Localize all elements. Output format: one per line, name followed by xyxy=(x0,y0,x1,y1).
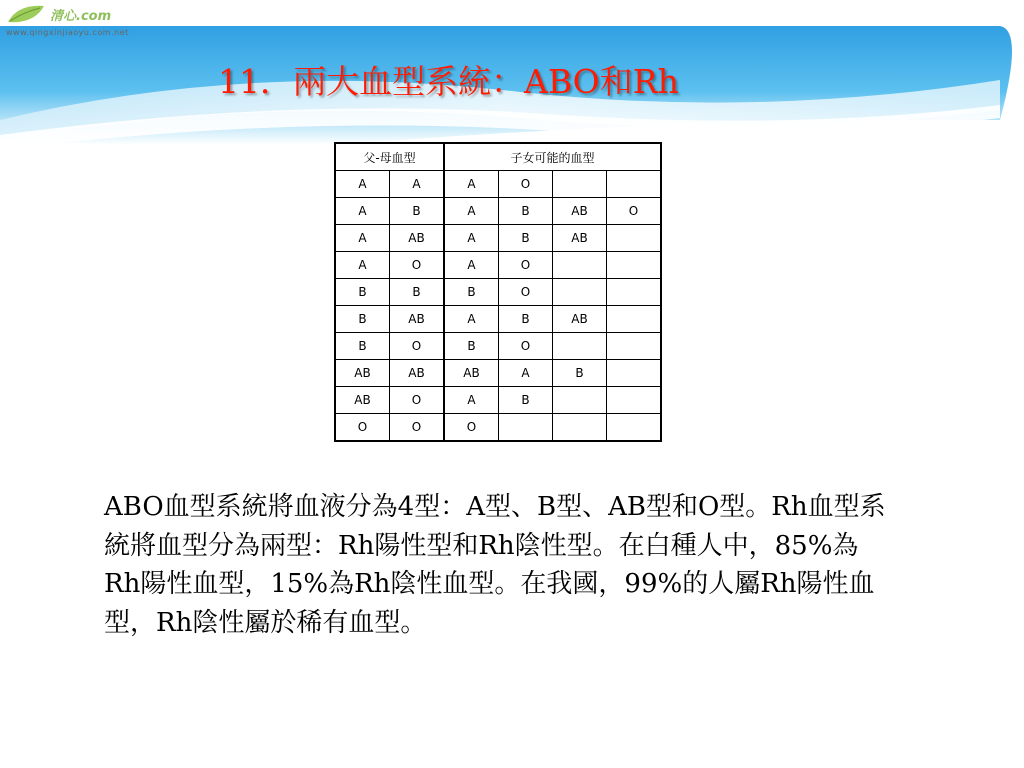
parent-cell: AB xyxy=(335,360,390,387)
table-header-row xyxy=(335,143,661,171)
child-cell: B xyxy=(499,387,553,414)
child-cell: AB xyxy=(444,360,499,387)
child-cell: A xyxy=(499,360,553,387)
child-cell: AB xyxy=(553,225,607,252)
child-cell: B xyxy=(499,225,553,252)
parent-cell: B xyxy=(390,198,445,225)
child-cell xyxy=(553,333,607,360)
header-parents: 父-母血型 xyxy=(335,143,444,171)
child-cell: A xyxy=(444,306,499,333)
child-cell: A xyxy=(444,171,499,198)
parent-cell: AB xyxy=(390,306,445,333)
table-row xyxy=(335,306,661,333)
child-cell: B xyxy=(499,306,553,333)
child-cell xyxy=(553,252,607,279)
child-cell: A xyxy=(444,225,499,252)
child-cell: B xyxy=(444,333,499,360)
child-cell: O xyxy=(499,279,553,306)
child-cell xyxy=(607,225,662,252)
parent-cell: AB xyxy=(390,225,445,252)
slide-title: 11．兩大血型系統：ABO和Rh xyxy=(218,62,679,101)
site-logo[interactable] xyxy=(4,2,154,40)
parent-cell: A xyxy=(335,198,390,225)
parent-cell: O xyxy=(390,252,445,279)
table-row xyxy=(335,360,661,387)
table-row xyxy=(335,414,661,442)
table-row xyxy=(335,333,661,360)
child-cell xyxy=(553,171,607,198)
child-cell xyxy=(607,252,662,279)
body-paragraph: ABO血型系統將血液分為4型：A型、B型、AB型和O型。Rh血型系統將血型分為兩型：Rh陽性型和Rh陰性型。在白種人中，85%為Rh陽性血型，15%為Rh陰性血型。在我國，99%的人屬Rh陽性血型，Rh陰性屬於稀有血型。 xyxy=(104,492,886,638)
parent-cell: A xyxy=(335,171,390,198)
child-cell: O xyxy=(499,252,553,279)
blood-type-table xyxy=(334,142,662,442)
child-cell: AB xyxy=(553,306,607,333)
leaf-icon xyxy=(4,2,48,28)
child-cell xyxy=(607,279,662,306)
parent-cell: A xyxy=(335,252,390,279)
child-cell: B xyxy=(499,198,553,225)
child-cell: O xyxy=(607,198,662,225)
table-row xyxy=(335,198,661,225)
parent-cell: A xyxy=(390,171,445,198)
child-cell: O xyxy=(499,171,553,198)
child-cell xyxy=(607,360,662,387)
child-cell: A xyxy=(444,387,499,414)
parent-cell: B xyxy=(390,279,445,306)
parent-cell: AB xyxy=(335,387,390,414)
child-cell xyxy=(553,387,607,414)
child-cell: B xyxy=(444,279,499,306)
child-cell: B xyxy=(553,360,607,387)
child-cell: O xyxy=(499,333,553,360)
table-row xyxy=(335,387,661,414)
header-children: 子女可能的血型 xyxy=(444,143,661,171)
child-cell: A xyxy=(444,198,499,225)
parent-cell: O xyxy=(390,333,445,360)
table-row xyxy=(335,171,661,198)
parent-cell: A xyxy=(335,225,390,252)
child-cell xyxy=(553,414,607,442)
table-row xyxy=(335,279,661,306)
logo-text: 清心.com xyxy=(50,9,112,24)
child-cell xyxy=(607,306,662,333)
parent-cell: O xyxy=(390,414,445,442)
child-cell xyxy=(607,171,662,198)
table-row xyxy=(335,225,661,252)
child-cell: O xyxy=(444,414,499,442)
logo-url: www.qingxinjiaoyu.com.net xyxy=(6,28,129,37)
child-cell xyxy=(553,279,607,306)
child-cell: AB xyxy=(553,198,607,225)
child-cell xyxy=(607,414,662,442)
parent-cell: B xyxy=(335,279,390,306)
parent-cell: AB xyxy=(390,360,445,387)
parent-cell: O xyxy=(390,387,445,414)
parent-cell: B xyxy=(335,333,390,360)
parent-cell: B xyxy=(335,306,390,333)
table-row xyxy=(335,252,661,279)
parent-cell: O xyxy=(335,414,390,442)
child-cell xyxy=(607,387,662,414)
child-cell xyxy=(499,414,553,442)
child-cell xyxy=(607,333,662,360)
child-cell: A xyxy=(444,252,499,279)
